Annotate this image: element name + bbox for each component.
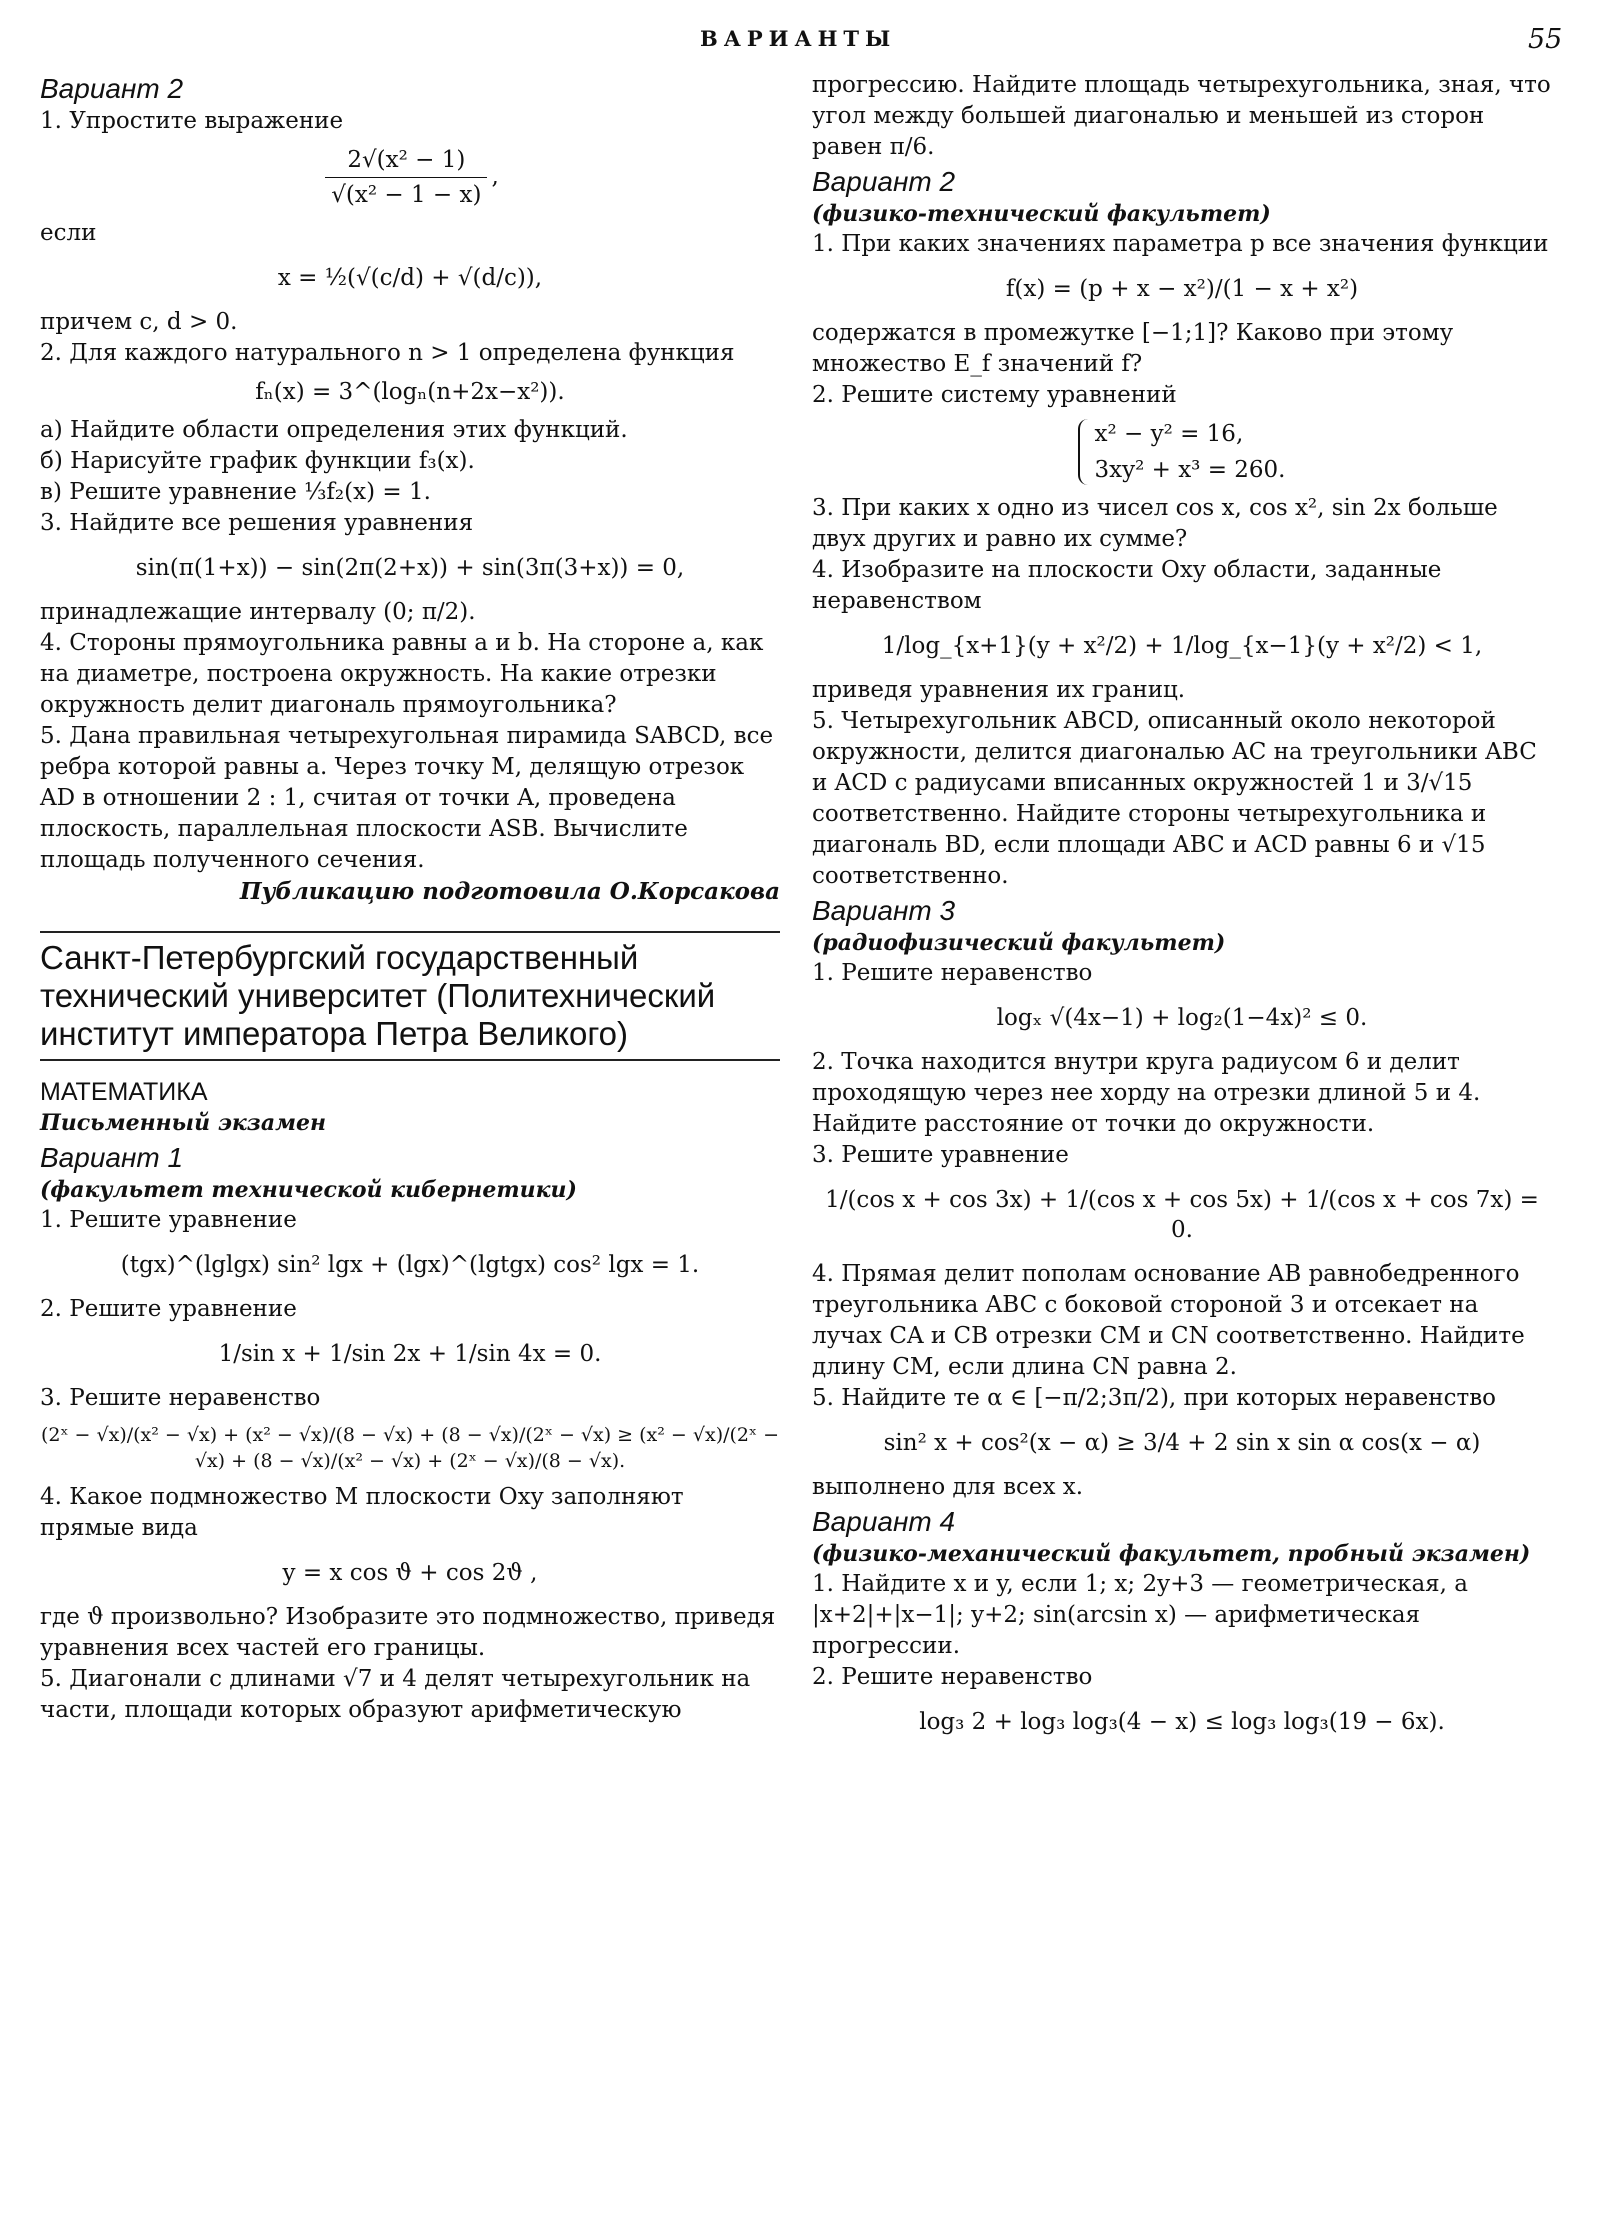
problem-text: если (40, 220, 97, 246)
equation-system (1078, 419, 1285, 485)
system-line: x² − y² = 16, (1094, 421, 1244, 447)
problem-text: принадлежащие интервалу (0; π/2). (40, 599, 476, 625)
problem-text: 2. Для каждого натурального n > 1 определена функция (40, 340, 735, 366)
formula: (2ˣ − √x)/(x² − √x) + (x² − √x)/(8 − √x) + (8 − √x)/(2ˣ − √x) ≥ (x² − √x)/(2ˣ − √x) + (8 − √x)/(x² − √x) + (2ˣ − √x)/(8 − √x). (40, 1424, 780, 1472)
variant-heading: Вариант 2 (812, 166, 956, 197)
subject-title: МАТЕМАТИКА (40, 1078, 208, 1106)
formula (40, 145, 780, 210)
problem-text: б) Нарисуйте график функции f₃(x). (40, 448, 475, 474)
variant-heading: Вариант 1 (40, 1142, 184, 1173)
left-column (40, 70, 780, 1726)
problem-text: 5. Четырехугольник ABCD, описанный около некоторой окружности, делится диагональю AC на треугольники ABC и ACD с радиусами вписанных окружностей 1 и 3/√15 соответственно. Найдите стороны четырехугольника и диагональ BD, если площади ABC и ACD равны 6 и √15 соответственно. (812, 708, 1537, 889)
formula: f(x) = (p + x − x²)/(1 − x + x²) (1005, 276, 1359, 302)
problem-text: 2. Точка находится внутри круга радиусом 6 и делит проходящую через нее хорду на отрезки длиной 5 и 4. Найдите расстояние от точки до окружности. (812, 1049, 1481, 1137)
problem-text: где ϑ произвольно? Изобразите это подмножество, приведя уравнения всех частей его границы. (40, 1604, 776, 1661)
formula: logₓ √(4x−1) + log₂(1−4x)² ≤ 0. (996, 1005, 1368, 1031)
faculty-label: (физико-технический факультет) (812, 201, 1271, 227)
university-title: Санкт-Петербургский государственный технический университет (Политехнический институт императора Петра Великого) (40, 939, 716, 1052)
faculty-label: (физико-механический факультет, пробный экзамен) (812, 1541, 1531, 1567)
problem-text: выполнено для всех x. (812, 1474, 1084, 1500)
formula: 1/sin x + 1/sin 2x + 1/sin 4x = 0. (218, 1341, 602, 1367)
variant-heading: Вариант 2 (40, 73, 184, 104)
problem-text: 4. Какое подмножество M плоскости Oxy заполняют прямые вида (40, 1484, 684, 1541)
problem-text: 1. Найдите x и y, если 1; x; 2y+3 — геометрическая, а |x+2|+|x−1|; y+2; sin(arcsin x) — арифметическая прогрессии. (812, 1571, 1469, 1659)
problem-text: 5. Найдите те α ∈ [−π/2;3π/2), при которых неравенство (812, 1385, 1497, 1411)
problem-text: 5. Дана правильная четырехугольная пирамида SABCD, все ребра которой равны a. Через точку M, делящую отрезок AD в отношении 2 : 1, считая от точки A, проведена плоскость, параллельная плоскости ASB. Вычислите площадь полученного сечения. (40, 723, 774, 873)
problem-text: 2. Решите уравнение (40, 1296, 297, 1322)
running-head: ВАРИАНТЫ (700, 26, 897, 51)
problem-text: 3. Найдите все решения уравнения (40, 510, 474, 536)
variant-heading: Вариант 3 (812, 895, 956, 926)
exam-type: Письменный экзамен (40, 1110, 327, 1136)
problem-text: 3. Решите уравнение (812, 1142, 1069, 1168)
system-line: 3xy² + x³ = 260. (1094, 457, 1286, 483)
fraction (325, 145, 487, 210)
problem-text: 4. Прямая делит пополам основание AB равнобедренного треугольника ABC с боковой стороной 3 и отсекает на лучах CA и CB отрезки CM и CN соответственно. Найдите длину CM, если длина CN равна 2. (812, 1261, 1525, 1380)
divider (40, 1059, 780, 1061)
formula: x = ½(√(c/d) + √(d/c)), (277, 265, 543, 291)
problem-text: 1. Упростите выражение (40, 108, 344, 134)
formula: y = x cos ϑ + cos 2ϑ , (282, 1560, 538, 1586)
formula: (tgx)^(lglgx) sin² lgx + (lgx)^(lgtgx) cos² lgx = 1. (120, 1252, 700, 1278)
problem-text: 4. Изобразите на плоскости Oxy области, заданные неравенством (812, 557, 1442, 614)
right-column (812, 70, 1552, 1751)
formula-tail: , (491, 163, 499, 190)
formula: log₃ 2 + log₃ log₃(4 − x) ≤ log₃ log₃(19 − 6x). (919, 1709, 1445, 1735)
divider (40, 931, 780, 933)
variant-heading: Вариант 4 (812, 1506, 956, 1537)
page-header (0, 14, 1600, 64)
problem-text: 1. При каких значениях параметра p все значения функции (812, 231, 1549, 257)
signature: Публикацию подготовила О.Корсакова (239, 878, 780, 905)
problem-text: причем c, d > 0. (40, 309, 238, 335)
problem-text: прогрессию. Найдите площадь четырехугольника, зная, что угол между большей диагональю и меньшей из сторон равен π/6. (812, 72, 1551, 160)
problem-text: 3. При каких x одно из чисел cos x, cos x², sin 2x больше двух других и равно их сумме? (812, 495, 1498, 552)
problem-text: а) Найдите области определения этих функций. (40, 417, 628, 443)
faculty-label: (радиофизический факультет) (812, 930, 1226, 956)
fraction-numerator: 2√(x² − 1) (325, 145, 487, 178)
problem-text: 1. Решите неравенство (812, 960, 1093, 986)
problem-text: 1. Решите уравнение (40, 1207, 297, 1233)
problem-text: приведя уравнения их границ. (812, 677, 1186, 703)
problem-text: 3. Решите неравенство (40, 1385, 321, 1411)
problem-text: 4. Стороны прямоугольника равны a и b. На стороне a, как на диаметре, построена окружность. На какие отрезки окружность делит диагональ прямоугольника? (40, 630, 764, 718)
formula (812, 419, 1552, 485)
problem-text: в) Решите уравнение ⅓f₂(x) = 1. (40, 479, 431, 505)
faculty-label: (факультет технической кибернетики) (40, 1177, 577, 1203)
problem-text: 5. Диагонали с длинами √7 и 4 делят четырехугольник на части, площади которых образуют арифметическую (40, 1666, 751, 1723)
formula: fₙ(x) = 3^(logₙ(n+2x−x²)). (255, 379, 565, 405)
problem-text: 2. Решите неравенство (812, 1664, 1093, 1690)
problem-text: 2. Решите систему уравнений (812, 382, 1177, 408)
page-number: 55 (1528, 24, 1563, 55)
problem-text: содержатся в промежутке [−1;1]? Каково при этому множество E_f значений f? (812, 320, 1454, 377)
formula: sin² x + cos²(x − α) ≥ 3/4 + 2 sin x sin α cos(x − α) (883, 1430, 1481, 1456)
formula: sin(π(1+x)) − sin(2π(2+x)) + sin(3π(3+x)) = 0, (135, 555, 685, 581)
formula: 1/(cos x + cos 3x) + 1/(cos x + cos 5x) + 1/(cos x + cos 7x) = 0. (825, 1187, 1539, 1243)
formula: 1/log_{x+1}(y + x²/2) + 1/log_{x−1}(y + x²/2) < 1, (881, 633, 1483, 659)
fraction-denominator: √(x² − 1 − x) (331, 182, 482, 208)
